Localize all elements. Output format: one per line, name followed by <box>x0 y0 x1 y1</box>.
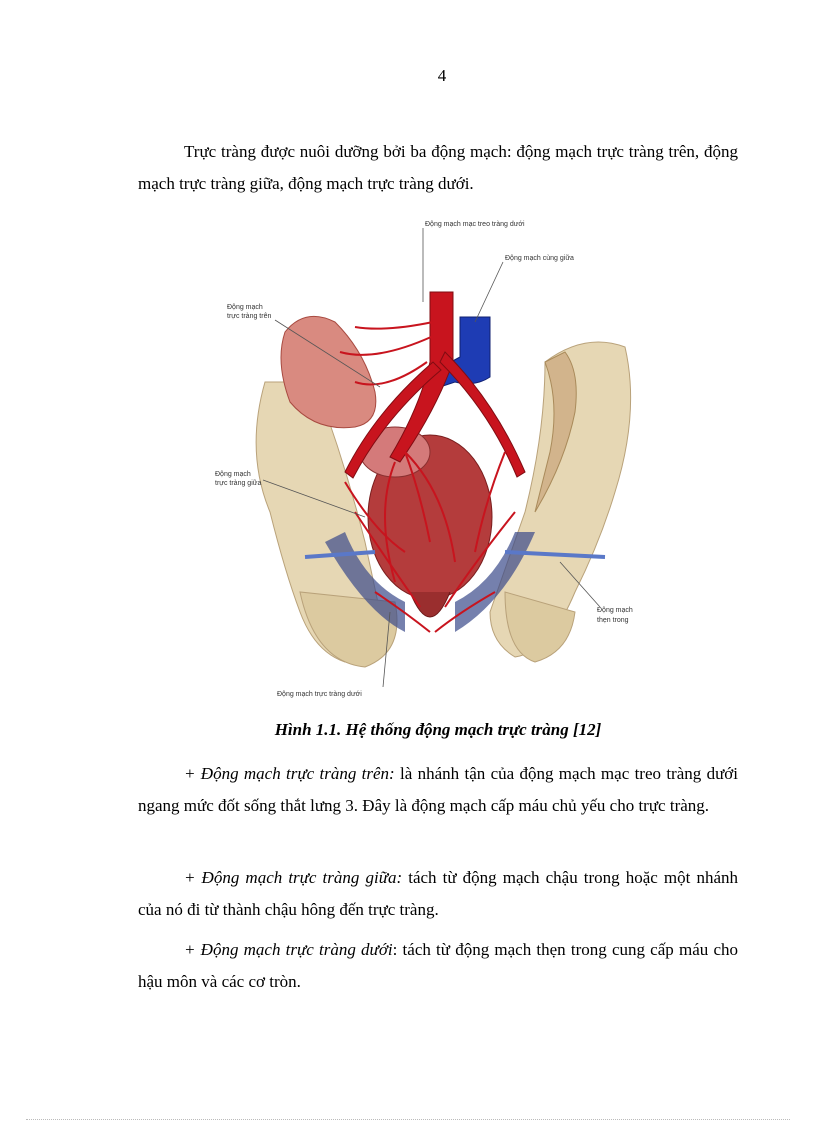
term-middle-rectal: + Động mạch trực tràng giữa: <box>184 868 403 887</box>
rectal-arteries-illustration <box>205 212 645 707</box>
label-internal-pudendal-artery-line1: Động mạch <box>597 607 633 614</box>
item-middle-rectal <box>138 862 738 926</box>
text-inferior-rectal: : tách từ động mạch thẹn trong cung cấp máu cho hậu môn và các cơ tròn. <box>138 940 738 991</box>
figure-caption: Hình 1.1. Hệ thống động mạch trực tràng [12] <box>274 720 602 739</box>
item-inferior-rectal <box>138 934 738 998</box>
label-superior-rectal-artery-line1: Động mạch <box>227 304 263 311</box>
label-median-sacral-artery: Động mạch cùng giữa <box>505 255 574 262</box>
intro-text: Trực tràng được nuôi dưỡng bởi ba động mạch: động mạch trực tràng trên, động mạch trực tràng giữa, động mạch trực tràng dưới. <box>138 142 738 193</box>
label-inferior-rectal-artery: Động mạch trực tràng dưới <box>277 691 362 698</box>
label-superior-rectal-artery-line2: trực tràng trên <box>227 313 272 320</box>
item-superior-rectal <box>138 758 738 822</box>
text-middle-rectal: tách từ động mạch chậu trong hoặc một nhánh của nó đi từ thành chậu hông đến trực tràng. <box>138 868 738 919</box>
label-middle-rectal-artery-line2: trực tràng giữa <box>215 480 262 487</box>
label-middle-rectal-artery-line1: Động mạch <box>215 471 251 478</box>
anatomy-figure <box>205 212 645 707</box>
term-superior-rectal: + Động mạch trực tràng trên: <box>184 764 395 783</box>
bottom-rule <box>26 1119 790 1120</box>
page-number: 4 <box>437 66 447 85</box>
text-superior-rectal: là nhánh tận của động mạch mạc treo tràng dưới ngang mức đốt sống thắt lưng 3. Đây là động mạch cấp máu chủ yếu cho trực tràng. <box>138 764 738 815</box>
label-internal-pudendal-artery-line2: thẹn trong <box>597 617 629 624</box>
term-inferior-rectal: + Động mạch trực tràng dưới <box>184 940 393 959</box>
intro-paragraph <box>138 136 738 200</box>
anal-canal <box>410 592 450 617</box>
label-inferior-mesenteric-artery: Động mạch mạc treo tràng dưới <box>425 221 525 228</box>
